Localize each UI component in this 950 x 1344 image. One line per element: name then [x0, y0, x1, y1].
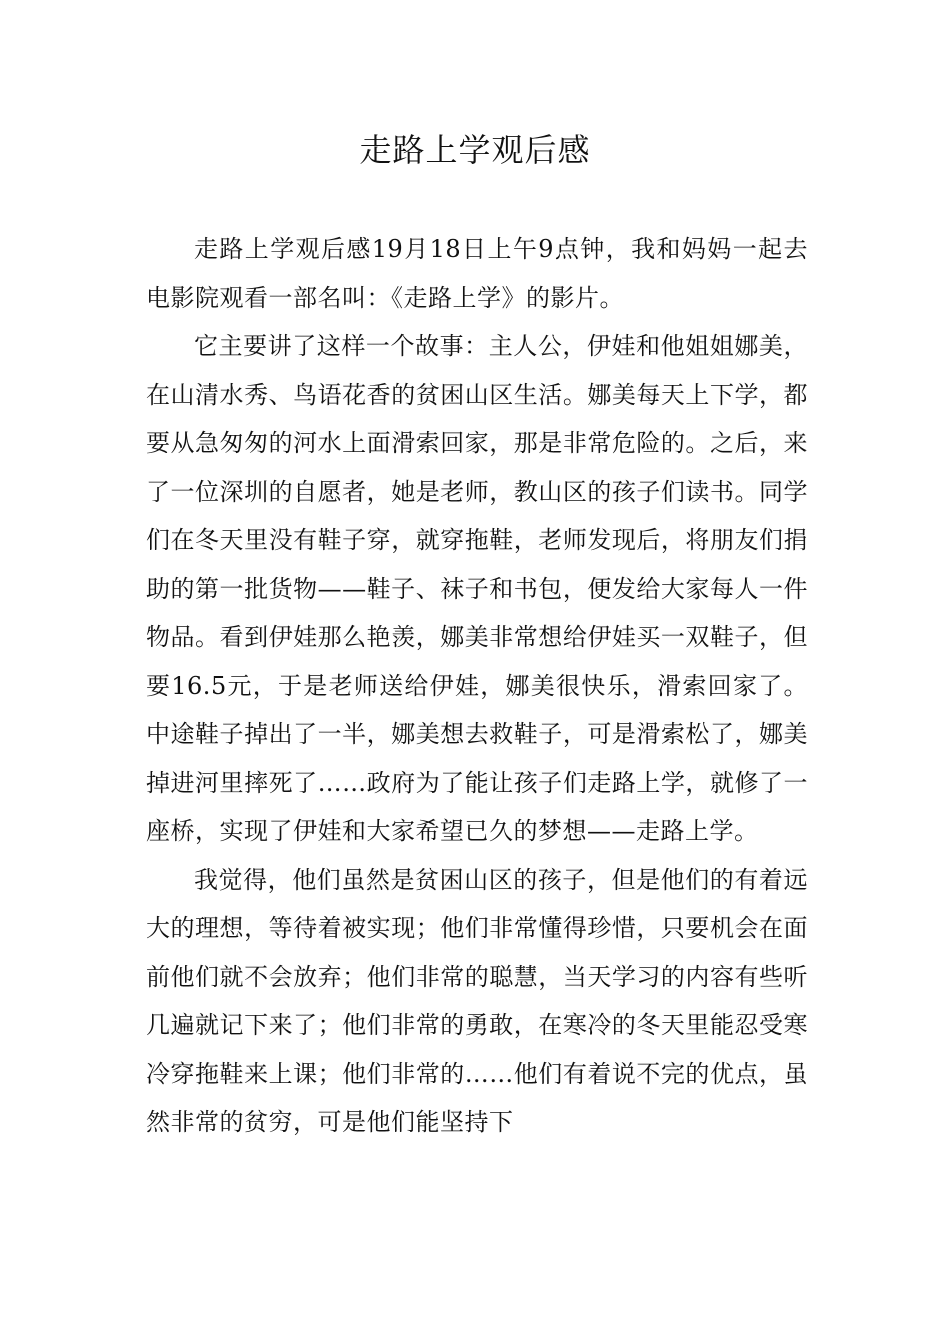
paragraph-3: 我觉得，他们虽然是贫困山区的孩子，但是他们的有着远大的理想，等待着被实现；他们非常懂得珍惜，只要机会在面前他们就不会放弃；他们非常的聪慧，当天学习的内容有些听几遍就记下来了；他们非常的勇敢，在寒冷的冬天里能忍受寒冷穿拖鞋来上课；他们非常的……他们有着说不完的优点，虽然非常的贫穷，可是他们能坚持下 [146, 865, 808, 1136]
document-body [146, 225, 808, 1147]
paragraph-1: 走路上学观后感19月18日上午9点钟，我和妈妈一起去电影院观看一部名叫：《走路上学》的影片。 [146, 235, 808, 312]
document-title: 走路上学观后感 [359, 131, 591, 169]
paragraph-2: 它主要讲了这样一个故事：主人公，伊娃和他姐姐娜美，在山清水秀、鸟语花香的贫困山区生活。娜美每天上下学，都要从急匆匆的河水上面滑索回家，那是非常危险的。之后，来了一位深圳的自愿者，她是老师，教山区的孩子们读书。同学们在冬天里没有鞋子穿，就穿拖鞋，老师发现后，将朋友们捐助的第一批货物——鞋子、袜子和书包，便发给大家每人一件物品。看到伊娃那么艳羡，娜美非常想给伊娃买一双鞋子，但要16.5元，于是老师送给伊娃，娜美很快乐，滑索回家了。中途鞋子掉出了一半，娜美想去救鞋子，可是滑索松了，娜美掉进河里摔死了……政府为了能让孩子们走路上学，就修了一座桥，实现了伊娃和大家希望已久的梦想——走路上学。 [146, 332, 808, 845]
